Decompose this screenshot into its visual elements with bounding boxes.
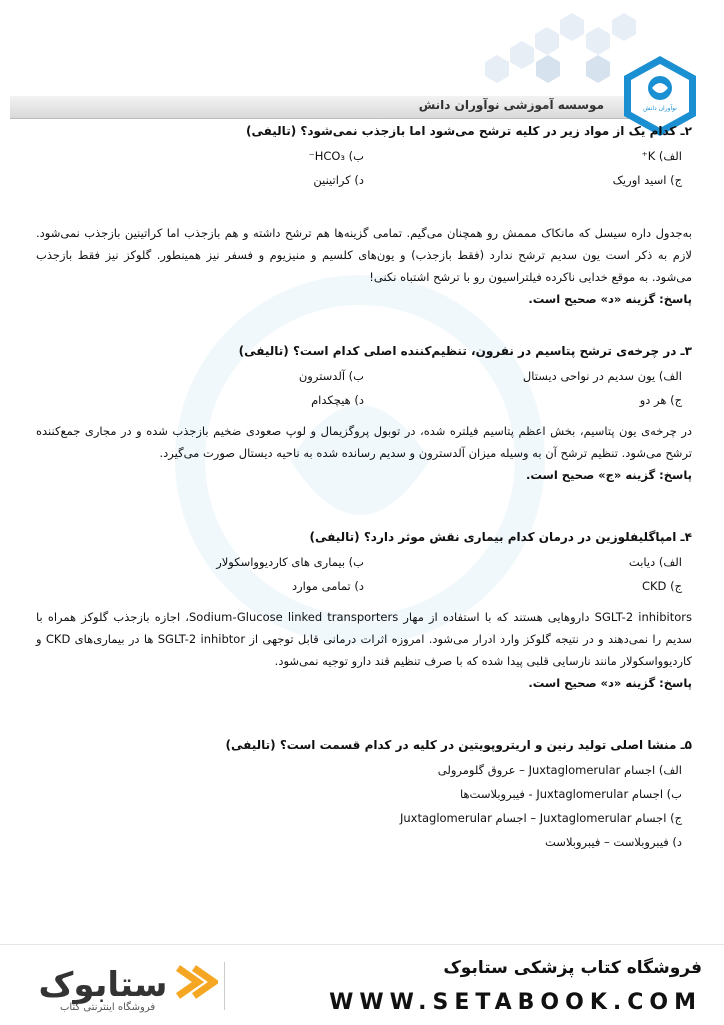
- question-title: ۵ـ منشا اصلی تولید رنین و اریتروپویتین در کلیه در کدام قسمت است؟ (تالیفی): [225, 738, 692, 752]
- setabook-subtitle: فروشگاه اینترنتی کتاب: [60, 1002, 156, 1013]
- option-a: الف) یون سدیم در نواحی دیستال: [522, 369, 682, 383]
- option-a: الف) اجسام Juxtaglomerular – عروق گلومرولی: [437, 763, 682, 777]
- option-c: ج) اسید اوریک: [612, 173, 682, 187]
- options: [46, 550, 682, 598]
- options: [46, 758, 682, 854]
- option-a: الف) K⁺: [641, 149, 682, 163]
- question-title: ۴ـ امپاگلیفلوزین در درمان کدام بیماری نقش موثر دارد؟ (تالیفی): [309, 530, 692, 544]
- explanation: به‌جدول داره سیسل که مانکاک مممش رو همچنان می‌گیم. تمامی گزینه‌ها هم ترشح داشته و هم بازجذب اما کراتینین بازجذب نمی‌شود. لازم به ذکر است یون سدیم ترشح ندارد (فقط بازجذب) و یون‌های کلسیم و منیزیوم و فسفر نیز همینطور. گلوکز نیز فقط بازجذب می‌شود. به موقع خدایی ناکرده فیلتراسیون رو با ترشح اشتباه نکنی!: [36, 226, 692, 284]
- content: [36, 120, 692, 854]
- question-title: ۲ـ کدام یک از مواد زیر در کلیه ترشح می‌شود اما بازجذب نمی‌شود؟ (تالیفی): [246, 124, 692, 138]
- options: [46, 364, 682, 412]
- explanation: SGLT-2 inhibitors داروهایی هستند که با استفاده از مهار Sodium-Glucose linked transporters، اجازه بازجذب گلوکز همراه با سدیم را نمی‌دهند و در نتیجه گلوکز وارد ادرار می‌شود. امروزه اثرات درمانی قابل توجهی از SGLT-2 inhibtor ها در بیماری‌های CKD و کاردیوواسکولار مانند نارسایی قلبی پیدا شده که با صرف تنظیم قند دارو توجیه نمی‌شود.: [36, 610, 693, 668]
- svg-text:ستابوک: ستابوک: [38, 965, 168, 1005]
- option-d: د) فیبروبلاست – فیبروبلاست: [545, 835, 682, 849]
- options: [46, 144, 682, 192]
- option-c: ج) اجسام Juxtaglomerular – اجسام Juxtaglomerular: [399, 811, 682, 825]
- store-url[interactable]: [329, 990, 702, 1015]
- url-prefix: WWW.: [329, 990, 433, 1015]
- option-a: الف) دیابت: [628, 555, 682, 569]
- option-c: ج) هر دو: [639, 393, 682, 407]
- svg-text:نوآوران دانش: نوآوران دانش: [643, 105, 677, 112]
- answer: پاسخ: گزینه «د» صحیح است.: [528, 676, 692, 690]
- question-title: ۳ـ در چرخه‌ی ترشح پتاسیم در نفرون، تنظیم‌کننده اصلی کدام است؟ (تالیفی): [238, 344, 692, 358]
- footer-divider: [224, 962, 225, 1010]
- explanation: در چرخه‌ی یون پتاسیم، بخش اعظم پتاسیم فیلتره شده، در توبول پروگزیمال و لوپ صعودی ضخیم بازجذب شده و در مجاری جمع‌کننده ترشح می‌شود. تنظیم ترشح آن به وسیله میزان آلدسترون و سدیم رسانده شده به ناحیه دیستال صورت می‌گیرد.: [36, 424, 692, 460]
- option-b: ب) HCO₃⁻: [308, 149, 364, 163]
- header-title: موسسه آموزشی نوآوران دانش: [418, 98, 604, 112]
- option-d: د) تمامی موارد: [292, 579, 364, 593]
- answer: پاسخ: گزینه «ج» صحیح است.: [526, 468, 692, 482]
- option-b: ب) آلدسترون: [298, 369, 364, 383]
- option-d: د) کراتینین: [313, 173, 364, 187]
- url-brand: SETABOOK: [432, 990, 613, 1015]
- option-d: د) هیچکدام: [311, 393, 364, 407]
- store-name: فروشگاه کتاب پزشکی ستابوک: [443, 958, 702, 978]
- option-c: ج) CKD: [641, 579, 682, 593]
- hexagon-pattern: [0, 0, 724, 100]
- answer: پاسخ: گزینه «د» صحیح است.: [528, 292, 692, 306]
- option-b: ب) اجسام Juxtaglomerular - فیبروبلاست‌ها: [459, 787, 682, 801]
- option-b: ب) بیماری های کاردیوواسکولار: [216, 555, 364, 569]
- url-suffix: .COM: [612, 990, 702, 1015]
